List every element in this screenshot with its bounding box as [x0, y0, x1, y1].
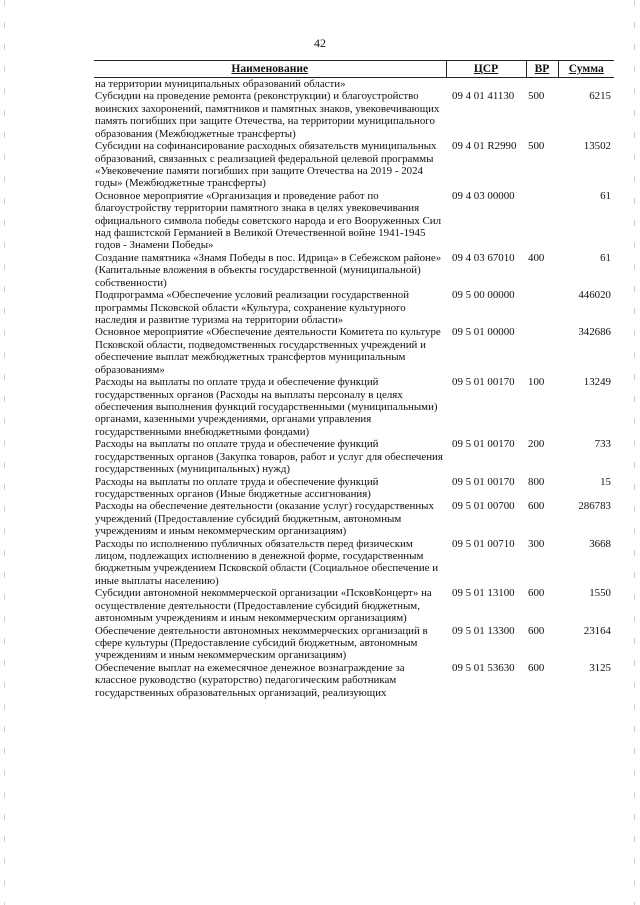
table-row: [94, 625, 614, 662]
table-row: [94, 252, 614, 289]
row-sum: 13249: [583, 376, 611, 389]
row-csr: 09 5 01 00170: [452, 376, 515, 389]
table-row: [94, 438, 614, 475]
row-name: Субсидии автономной некоммерческой организации «ПсковКонцерт» на осуществление деятельности (Предоставление субсидий бюджетным, автономным учреждениям и иным некоммерческим организациям): [95, 587, 432, 625]
budget-table-container: [94, 60, 614, 699]
row-sum: 446020: [578, 289, 611, 302]
header-vr: ВР: [526, 61, 558, 78]
row-name: Обеспечение деятельности автономных некоммерческих организаций в сфере культуры (Предоставление субсидий бюджетным, автономным учреждениям и иным некоммерческим организациям): [95, 624, 428, 662]
row-sum: 13502: [583, 140, 611, 153]
row-sum: 15: [600, 475, 611, 488]
header-name: Наименование: [94, 61, 446, 78]
header-csr: ЦСР: [446, 61, 526, 78]
row-vr: [526, 326, 558, 376]
row-name: Подпрограмма «Обеспечение условий реализации государственной программы Псковской области «Культура, сохранение культурного наследия и развитие туризма на территории области»: [95, 289, 410, 327]
row-csr: 09 5 01 00170: [452, 475, 515, 488]
row-name: Создание памятника «Знамя Победы в пос. Идрица» в Себежском районе» (Капитальные вложения в объекты государственной (муниципальной) собственности): [95, 251, 442, 289]
row-name: Субсидии на проведение ремонта (реконструкции) и благоустройство воинских захоронений, памятников и памятных знаков, увековечивающих память погибших при защите Отечества, на территории муниципального образования (Межбюджетные трансферты): [95, 90, 440, 140]
row-csr: 09 4 01 R2990: [452, 140, 517, 153]
row-csr: 09 4 01 41130: [452, 90, 515, 103]
table-row: [94, 190, 614, 252]
header-sum: Сумма: [558, 61, 614, 78]
row-name: Основное мероприятие «Обеспечение деятельности Комитета по культуре Псковской области, подведомственных государственных учреждений и обеспечение выплат межбюджетных трансфертов муниципальным образованиям»: [95, 326, 441, 376]
row-vr: 600: [528, 587, 545, 600]
row-csr: 09 4 03 00000: [452, 189, 515, 202]
row-csr: 09 5 01 00710: [452, 537, 515, 550]
table-row: [94, 78, 614, 91]
row-vr: 600: [528, 500, 545, 513]
row-csr: 09 5 01 00000: [452, 326, 515, 339]
row-vr: 600: [528, 624, 545, 637]
row-csr: [446, 78, 526, 91]
row-vr: 500: [528, 90, 545, 103]
row-vr: [526, 78, 558, 91]
row-vr: [526, 289, 558, 326]
row-csr: 09 5 01 00170: [452, 438, 515, 451]
row-sum: 733: [594, 438, 611, 451]
row-csr: 09 5 01 13300: [452, 624, 515, 637]
table-row: [94, 289, 614, 326]
row-name: Расходы по исполнению публичных обязательств перед физическим лицом, подлежащих исполнению в денежной форме, государственным бюджетным учреждением Псковской области (Социальное обеспечение и иные выплаты населению): [95, 537, 439, 587]
page-number: 42: [314, 36, 326, 50]
row-vr: 800: [528, 475, 545, 488]
table-row: [94, 662, 614, 699]
table-row: [94, 476, 614, 501]
row-vr: 500: [528, 140, 545, 153]
row-csr: 09 5 01 53630: [452, 661, 515, 674]
row-name: Основное мероприятие «Организация и проведение работ по благоустройству территории памятного знака в целях увековечивания официального символа победы советского народа и его Вооруженных Сил над фашистской Германией в Великой Отечественной войне 1941-1945 годов - Знамени Победы»: [95, 189, 441, 252]
row-vr: 400: [528, 251, 545, 264]
table-row: [94, 538, 614, 588]
row-csr: 09 5 01 13100: [452, 587, 515, 600]
row-name: Обеспечение выплат на ежемесячное денежное вознаграждение за классное руководство (кураторство) педагогическим работникам государственных образовательных организаций, реализующих: [95, 661, 405, 699]
budget-table: [94, 60, 614, 699]
row-sum: 61: [600, 251, 611, 264]
row-name: Расходы на выплаты по оплате труда и обеспечение функций государственных органов (Расходы на выплаты персоналу в целях обеспечения выполнения функций государственными (муниципальными) органами, казенными учреждениями, органами управления государственными внебюджетными фондами): [95, 376, 438, 438]
row-sum: 61: [600, 189, 611, 202]
table-row: [94, 90, 614, 140]
row-csr: 09 5 01 00700: [452, 500, 515, 513]
table-row: [94, 376, 614, 438]
row-sum: 342686: [578, 326, 611, 339]
left-edge-scan-mark: [4, 0, 5, 905]
row-sum: 3668: [589, 537, 611, 550]
row-sum: 23164: [583, 624, 611, 637]
row-name: Расходы на обеспечение деятельности (оказание услуг) государственных учреждений (Предоставление субсидий бюджетным, автономным учреждениям и иным некоммерческим организациям): [95, 500, 434, 538]
row-sum: 286783: [578, 500, 611, 513]
row-sum: 3125: [589, 661, 611, 674]
row-vr: [526, 190, 558, 252]
row-vr: 200: [528, 438, 545, 451]
row-sum: 1550: [589, 587, 611, 600]
row-vr: 300: [528, 537, 545, 550]
row-name: Расходы на выплаты по оплате труда и обеспечение функций государственных органов (Иные бюджетные ассигнования): [95, 475, 379, 500]
row-name: Расходы на выплаты по оплате труда и обеспечение функций государственных органов (Закупка товаров, работ и услуг для обеспечения государственных (муниципальных) нужд): [95, 438, 443, 476]
row-sum: [558, 78, 614, 91]
right-edge-scan-mark: [634, 0, 635, 905]
table-row: [94, 587, 614, 624]
row-csr: 09 5 00 00000: [452, 289, 515, 302]
row-name: Субсидии на софинансирование расходных обязательств муниципальных образований, связанных с реализацией федеральной целевой программы «Увековечение памяти погибших при защите Отечества на 2019 - 2024 годы» (Межбюджетные трансферты): [95, 140, 437, 190]
row-name: на территории муниципальных образований области»: [95, 78, 346, 90]
table-header-row: [94, 61, 614, 78]
table-row: [94, 140, 614, 190]
row-vr: 100: [528, 376, 545, 389]
row-vr: 600: [528, 661, 545, 674]
row-sum: 6215: [589, 90, 611, 103]
row-csr: 09 4 03 67010: [452, 251, 515, 264]
table-row: [94, 326, 614, 376]
table-row: [94, 500, 614, 537]
